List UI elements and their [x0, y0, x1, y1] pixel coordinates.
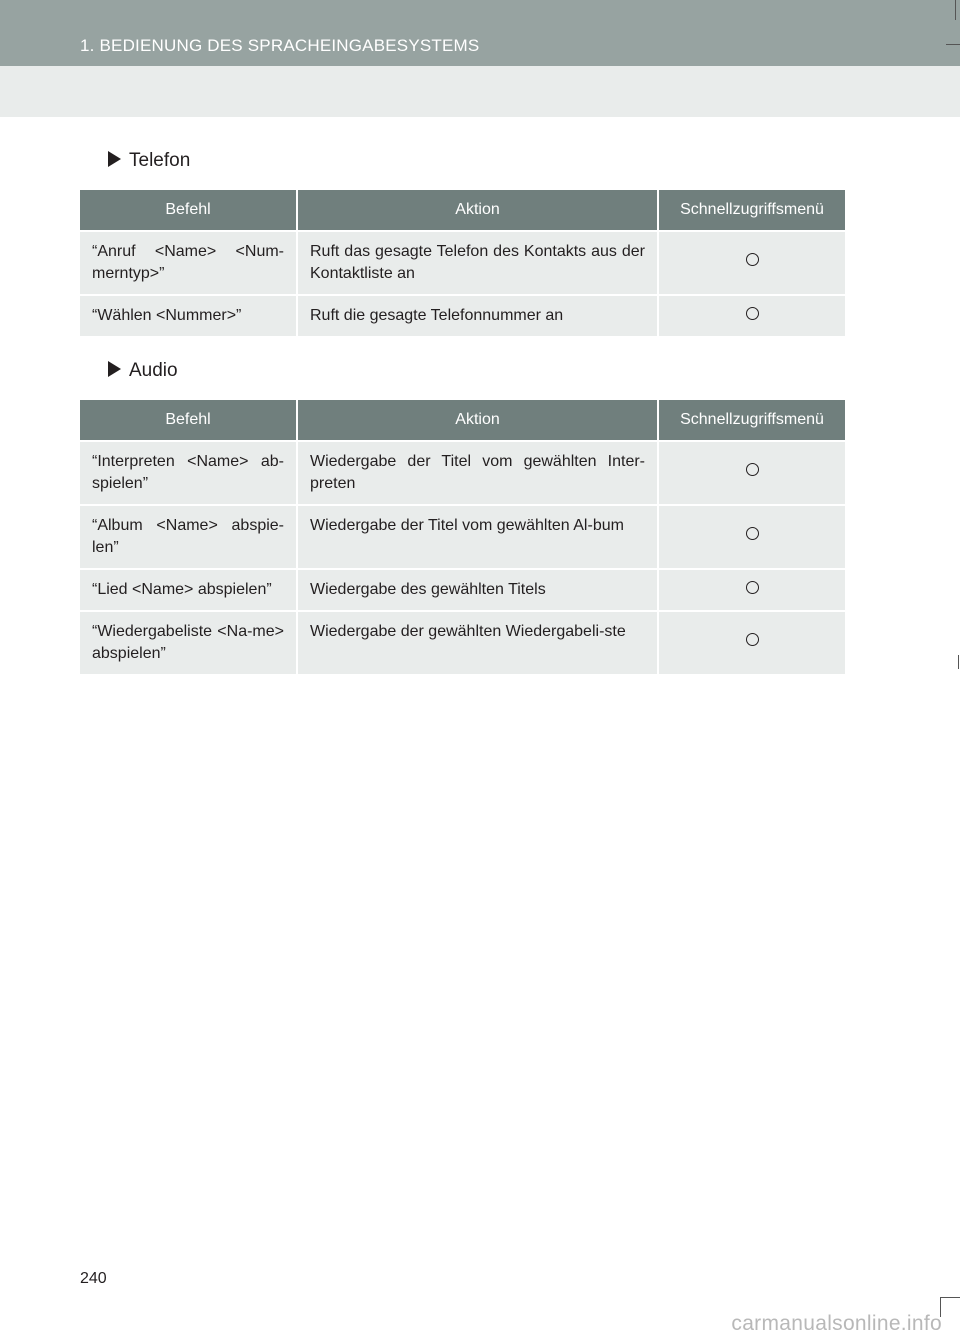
- table-header-row: [80, 400, 845, 441]
- crop-mark: [958, 655, 959, 669]
- action-cell: Ruft das gesagte Telefon des Kontakts aus der Kontaktliste an: [297, 231, 658, 295]
- column-header: Schnellzugriffsmenü: [658, 400, 845, 441]
- crop-mark: [955, 0, 956, 20]
- table-row: [80, 295, 845, 336]
- column-header: Befehl: [80, 400, 297, 441]
- command-cell: “Album <Name> abspie-len”: [80, 505, 297, 569]
- header-band: [0, 66, 960, 117]
- circle-mark-icon: [746, 581, 759, 594]
- table-row: [80, 569, 845, 611]
- action-cell: Wiedergabe der gewählten Wiedergabeli-ste: [297, 611, 658, 674]
- table-row: [80, 505, 845, 569]
- chapter-title: 1. BEDIENUNG DES SPRACHEINGABESYSTEMS: [80, 36, 480, 55]
- action-cell: Ruft die gesagte Telefonnummer an: [297, 295, 658, 336]
- action-cell: Wiedergabe der Titel vom gewählten Inter-preten: [297, 441, 658, 505]
- table-row: [80, 441, 845, 505]
- telefon-command-table: [80, 190, 845, 336]
- quick-access-cell: [658, 611, 845, 674]
- section-heading-telefon: Telefon: [108, 150, 190, 172]
- column-header: Befehl: [80, 190, 297, 231]
- command-cell: “Anruf <Name> <Num-merntyp>”: [80, 231, 297, 295]
- audio-command-table: [80, 400, 845, 674]
- quick-access-cell: [658, 441, 845, 505]
- header-bar: [0, 0, 960, 66]
- table-row: [80, 231, 845, 295]
- command-cell: “Wiedergabeliste <Na-me> abspielen”: [80, 611, 297, 674]
- column-header: Schnellzugriffsmenü: [658, 190, 845, 231]
- column-header: Aktion: [297, 400, 658, 441]
- table-row: [80, 611, 845, 674]
- circle-mark-icon: [746, 463, 759, 476]
- arrow-right-icon: [108, 361, 121, 377]
- page-number: 240: [80, 1270, 107, 1287]
- circle-mark-icon: [746, 253, 759, 266]
- command-cell: “Wählen <Nummer>”: [80, 295, 297, 336]
- command-cell: “Interpreten <Name> ab-spielen”: [80, 441, 297, 505]
- circle-mark-icon: [746, 633, 759, 646]
- crop-mark: [946, 44, 960, 45]
- quick-access-cell: [658, 505, 845, 569]
- quick-access-cell: [658, 231, 845, 295]
- quick-access-cell: [658, 569, 845, 611]
- table-header-row: [80, 190, 845, 231]
- watermark: carmanualsonline.info: [731, 1312, 942, 1335]
- quick-access-cell: [658, 295, 845, 336]
- section-heading-audio: Audio: [108, 360, 178, 382]
- circle-mark-icon: [746, 527, 759, 540]
- crop-mark: [940, 1297, 960, 1298]
- command-cell: “Lied <Name> abspielen”: [80, 569, 297, 611]
- action-cell: Wiedergabe des gewählten Titels: [297, 569, 658, 611]
- arrow-right-icon: [108, 151, 121, 167]
- circle-mark-icon: [746, 307, 759, 320]
- action-cell: Wiedergabe der Titel vom gewählten Al-bum: [297, 505, 658, 569]
- column-header: Aktion: [297, 190, 658, 231]
